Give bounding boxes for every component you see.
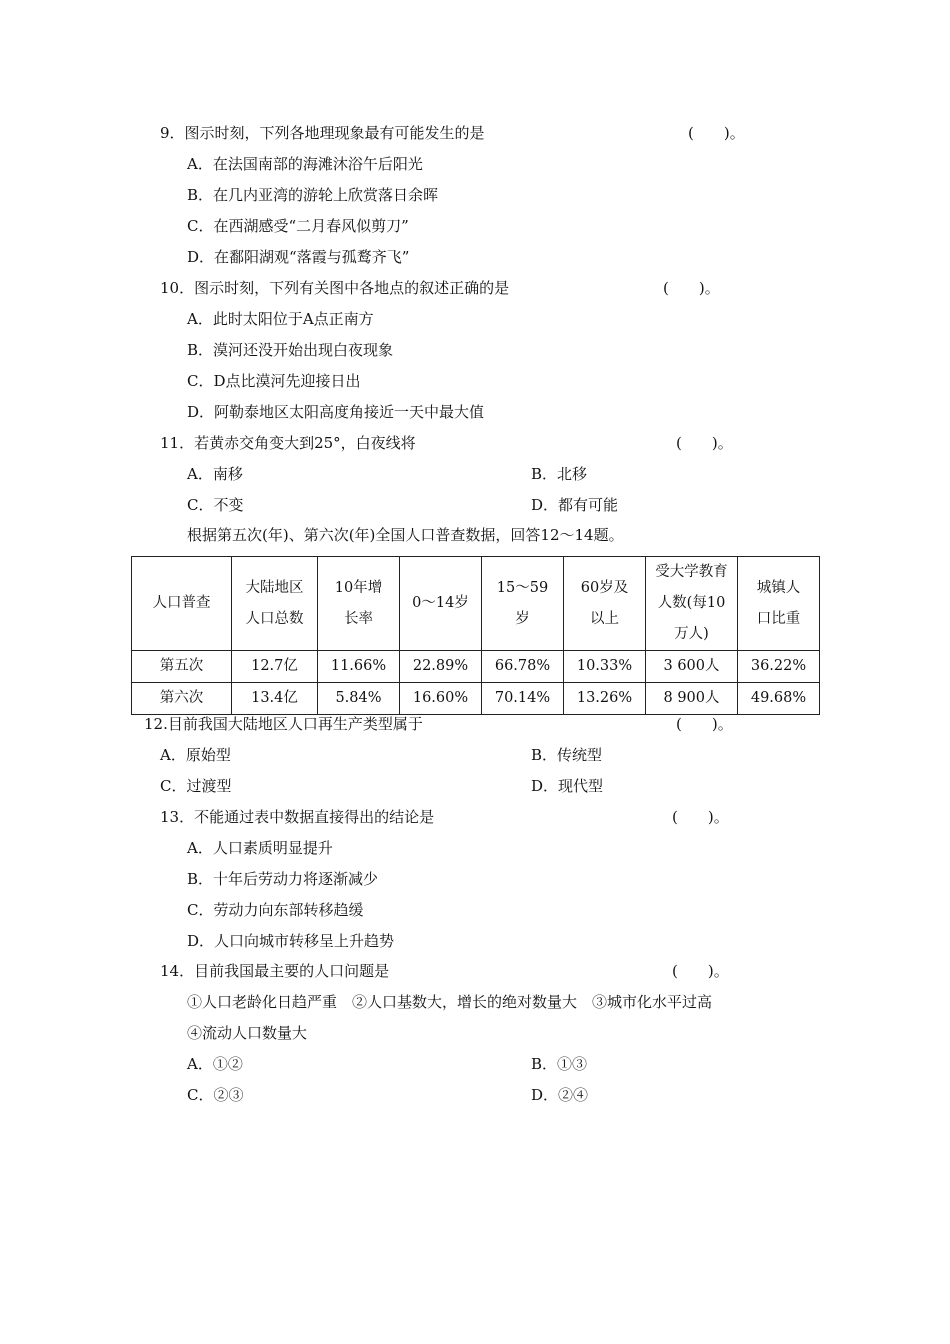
q10-option-a: A．此时太阳位于A点正南方 — [187, 310, 374, 328]
header-cell: 城镇人口比重 — [738, 557, 820, 651]
q14-stem: 14．目前我国最主要的人口问题是 — [160, 962, 390, 980]
table-cell: 第六次 — [132, 683, 232, 715]
q9-stem: 9．图示时刻，下列各地理现象最有可能发生的是 — [160, 124, 485, 142]
header-cell: 10年增长率 — [318, 557, 400, 651]
table-cell: 16.60% — [400, 683, 482, 715]
table-row — [132, 683, 820, 715]
table-header-row — [132, 557, 820, 651]
q13-option-b: B．十年后劳动力将逐渐减少 — [187, 870, 379, 888]
table-cell: 3 600人 — [646, 651, 738, 683]
header-cell: 人口普查 — [132, 557, 232, 651]
header-cell: 0～14岁 — [400, 557, 482, 651]
q12-answer-paren: ( )。 — [676, 715, 733, 733]
q12-option-b: B．传统型 — [531, 746, 603, 764]
q13-option-a: A．人口素质明显提升 — [187, 839, 333, 857]
table-cell: 66.78% — [482, 651, 564, 683]
q9-option-b: B．在几内亚湾的游轮上欣赏落日余晖 — [187, 186, 439, 204]
table-cell: 13.4亿 — [232, 683, 318, 715]
q9-option-c: C．在西湖感受“二月春风似剪刀” — [187, 217, 409, 235]
q14-option-b: B．①③ — [531, 1055, 588, 1073]
q10-option-c: C．D点比漠河先迎接日出 — [187, 372, 361, 390]
q11-option-c: C．不变 — [187, 496, 244, 514]
q13-option-c: C．劳动力向东部转移趋缓 — [187, 901, 364, 919]
q14-statements-line1: ①人口老龄化日趋严重 ②人口基数大，增长的绝对数量大 ③城市化水平过高 — [187, 993, 713, 1011]
q14-option-d: D．②④ — [531, 1086, 589, 1104]
q11-answer-paren: ( )。 — [676, 434, 733, 452]
q9-option-a: A．在法国南部的海滩沐浴午后阳光 — [187, 155, 423, 173]
q10-stem: 10．图示时刻，下列有关图中各地点的叙述正确的是 — [160, 279, 510, 297]
census-table — [131, 556, 820, 715]
q14-option-c: C．②③ — [187, 1086, 244, 1104]
q9-option-d: D．在鄱阳湖观“落霞与孤鹜齐飞” — [187, 248, 410, 266]
table-cell: 36.22% — [738, 651, 820, 683]
q12-option-a: A．原始型 — [160, 746, 231, 764]
q14-option-a: A．①② — [187, 1055, 243, 1073]
q10-option-d: D．阿勒泰地区太阳高度角接近一天中最大值 — [187, 403, 485, 421]
table-cell: 10.33% — [564, 651, 646, 683]
q12-option-d: D．现代型 — [531, 777, 604, 795]
header-cell: 受大学教育人数(每10万人) — [646, 557, 738, 651]
header-cell: 大陆地区人口总数 — [232, 557, 318, 651]
header-cell: 60岁及以上 — [564, 557, 646, 651]
q10-option-b: B．漠河还没开始出现白夜现象 — [187, 341, 394, 359]
q12-stem: 12.目前我国大陆地区人口再生产类型属于 — [144, 715, 423, 733]
header-cell: 15～59岁 — [482, 557, 564, 651]
table-cell: 11.66% — [318, 651, 400, 683]
table-cell: 70.14% — [482, 683, 564, 715]
q10-answer-paren: ( )。 — [663, 279, 720, 297]
q13-stem: 13．不能通过表中数据直接得出的结论是 — [160, 808, 435, 826]
q9-answer-paren: ( )。 — [688, 124, 745, 142]
q14-answer-paren: ( )。 — [672, 962, 729, 980]
table-cell: 8 900人 — [646, 683, 738, 715]
table-cell: 第五次 — [132, 651, 232, 683]
census-intro: 根据第五次(年)、第六次(年)全国人口普查数据，回答12～14题。 — [187, 526, 624, 544]
q14-statements-line2: ④流动人口数量大 — [187, 1024, 308, 1042]
table-cell: 13.26% — [564, 683, 646, 715]
q11-stem: 11．若黄赤交角变大到25°，白夜线将 — [160, 434, 416, 452]
q11-option-b: B．北移 — [531, 465, 588, 483]
q11-option-d: D．都有可能 — [531, 496, 619, 514]
q12-option-c: C．过渡型 — [160, 777, 232, 795]
q13-option-d: D．人口向城市转移呈上升趋势 — [187, 932, 395, 950]
table-cell: 12.7亿 — [232, 651, 318, 683]
q11-option-a: A．南移 — [187, 465, 243, 483]
q13-answer-paren: ( )。 — [672, 808, 729, 826]
table-row — [132, 651, 820, 683]
table-cell: 49.68% — [738, 683, 820, 715]
table-cell: 5.84% — [318, 683, 400, 715]
table-cell: 22.89% — [400, 651, 482, 683]
